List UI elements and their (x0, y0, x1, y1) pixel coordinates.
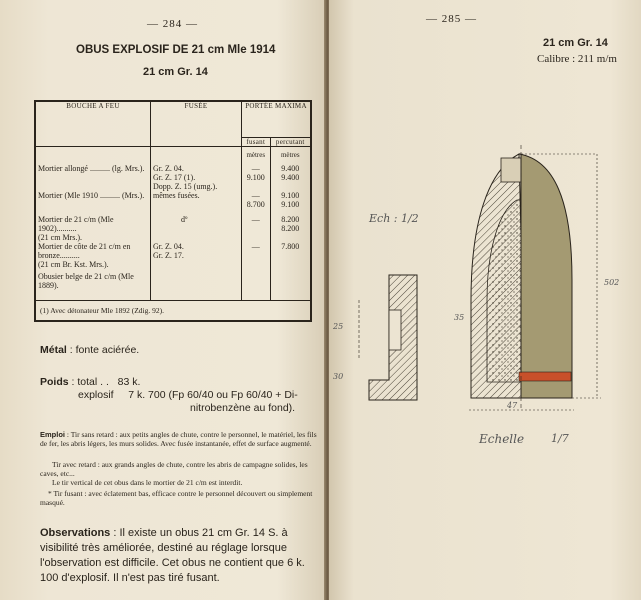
emploi-block (40, 430, 322, 448)
unit-percutant: mètres (270, 146, 311, 164)
poids-total: : total . . 83 k. (71, 376, 141, 388)
cell-fusant (242, 272, 271, 300)
tir-retard: Tir avec retard : aux grands angles de chute, contre les abris de campagne solides, les caves, etc... (40, 460, 308, 478)
shell-code: 21 cm Gr. 14 (543, 37, 608, 49)
table-row (35, 164, 311, 191)
cell-percutant: 8.200 8.200 (270, 215, 311, 242)
header-bouche: BOUCHE A FEU (35, 101, 151, 146)
poids-explosif: explosif 7 k. 700 (Fp 60/40 ou Fp 60/40 + Di- (78, 389, 298, 401)
dim-25: 25 (333, 322, 344, 331)
cell-bouche: Obusier belge de 21 c/m (Mle 1889). (38, 272, 134, 290)
ballistics-table (34, 100, 312, 322)
calibre: Calibre : 211 m/m (537, 53, 617, 65)
cell-fusee: mêmes fusées. (151, 191, 242, 215)
observations-block (40, 526, 324, 586)
header-portee: PORTÉE MAXIMA (242, 101, 312, 137)
cell-bouche: Mortier de côte de 21 c/m en bronze.......... (21 cm Br. Kst. Mrs.). (38, 242, 131, 269)
tir-vertical: Le tir vertical de cet obus dans le mortier de 21 c/m est interdit. (52, 478, 243, 487)
emploi-text: : Tir sans retard : aux petits angles de chute, contre le personnel, le matériel, les fils de fer, les abris légers, les murs solides. Avec fusée instantanée, effet de surface augmenté. (40, 430, 317, 448)
cell-percutant: 9.100 9.100 (270, 191, 311, 215)
emploi-label: Emploi (40, 430, 66, 439)
table-row (35, 191, 311, 215)
page-number-left: — 284 — (147, 18, 198, 30)
cell-bouche: Mortier allongé .......... (lg. Mrs.). (38, 164, 145, 173)
scale-value: 1/7 (551, 432, 569, 445)
page-number-right: — 285 — (426, 13, 477, 25)
dim-30: 30 (333, 372, 344, 381)
dim-502: 502 (604, 278, 620, 287)
metal-line (40, 344, 139, 357)
cell-fusant: — 8.700 (242, 191, 271, 215)
fuse-detail-drawing (359, 275, 417, 400)
cell-percutant: 7.800 (270, 242, 311, 272)
observations-text: : Il existe un obus 21 cm Gr. 14 S. à visibilité très améliorée, destiné au réglage lorsque l'observation est difficile. Cet obus ne contient que 6 k. 100 d'explosif. Il n'est pas tiré fusant. (40, 527, 305, 584)
metal-label: Métal (40, 344, 67, 356)
shell-section-drawing (469, 145, 601, 410)
cell-percutant (270, 272, 311, 300)
table-row (35, 272, 311, 300)
dim-47: 47 (507, 401, 518, 410)
unit-fusant: mètres (242, 146, 271, 164)
dim-35: 35 (454, 313, 465, 322)
scale-note-small: Ech : 1/2 (369, 212, 419, 225)
cell-percutant: 9.400 9.400 (270, 164, 311, 191)
cell-bouche: Mortier (Mle 1910 .......... (Mrs.). (38, 191, 145, 200)
header-fusant: fusant (242, 137, 271, 146)
cell-fusant: — (242, 242, 271, 272)
cell-fusee: Gr. Z. 04. Gr. Z. 17. (151, 242, 242, 272)
header-percutant: percutant (270, 137, 311, 146)
cell-fusee (151, 272, 242, 300)
table-row (35, 215, 311, 242)
table-footnote: (1) Avec détonateur Mle 1892 (Zdig. 92). (40, 305, 164, 315)
poids-label: Poids (40, 376, 69, 388)
cell-fusee: dº (151, 215, 242, 242)
table-row (35, 242, 311, 272)
cell-fusant: — (242, 215, 271, 242)
scale-label: Echelle (479, 432, 525, 446)
poids-explosif-2: nitrobenzène au fond). (190, 402, 296, 414)
cell-bouche: Mortier de 21 c/m (Mle 1902).......... (21 cm Mrs.). (38, 215, 114, 242)
metal-value: : fonte aciérée. (69, 344, 140, 356)
tir-fusant: * Tir fusant : avec éclatement bas, efficace contre le personnel découvert ou simplement masqué. (40, 489, 313, 507)
header-fusee: FUSÉE (151, 101, 242, 146)
poids-block (40, 376, 320, 389)
shell-drawing (329, 0, 641, 600)
page-subtitle: 21 cm Gr. 14 (143, 66, 208, 78)
observations-label: Observations (40, 527, 111, 539)
right-page (329, 0, 641, 600)
cell-fusee: Gr. Z. 04. Gr. Z. 17 (1). Dopp. Z. 15 (umg.). (151, 164, 242, 191)
page-title: OBUS EXPLOSIF DE 21 cm Mle 1914 (76, 44, 276, 56)
cell-fusant: — 9.100 (242, 164, 271, 191)
